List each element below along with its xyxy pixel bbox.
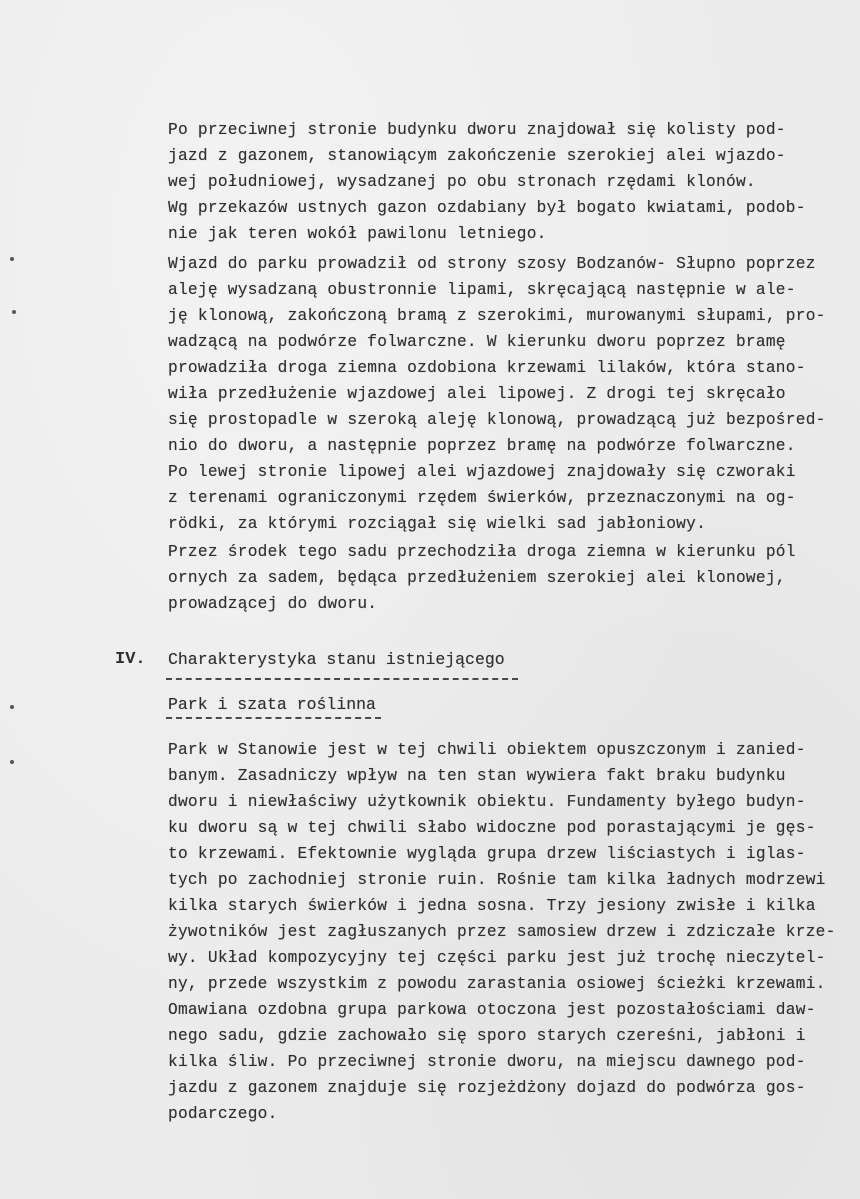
text-line: Po przeciwnej stronie budynku dworu znajdował się kolisty pod- [168,121,786,139]
text-line: banym. Zasadniczy wpływ na ten stan wywiera fakt braku budynku [168,767,786,785]
punch-hole-mark [10,760,14,764]
text-line: ornych za sadem, będąca przedłużeniem szerokiej alei klonowej, [168,569,786,587]
text-line: Omawiana ozdobna grupa parkowa otoczona jest pozostałościami daw- [168,1001,816,1019]
text-line: wiła przedłużenie wjazdowej alei lipowej. Z drogi tej skręcało [168,385,786,403]
text-line: podarczego. [168,1105,278,1123]
section-title: Charakterystyka stanu istniejącego [168,650,505,669]
text-line: aleję wysadzaną obustronnie lipami, skręcającą następnie w ale- [168,281,796,299]
section-title-underline [166,678,518,680]
text-line: Park w Stanowie jest w tej chwili obiektem opuszczonym i zanied- [168,741,806,759]
text-line: kilka śliw. Po przeciwnej stronie dworu, na miejscu dawnego pod- [168,1053,806,1071]
text-line: Po lewej stronie lipowej alei wjazdowej znajdowały się czworaki [168,463,796,481]
text-line: się prostopadle w szeroką aleję klonową, prowadzącą już bezpośred- [168,411,826,429]
text-line: rödki, za którymi rozciągał się wielki sad jabłoniowy. [168,515,707,533]
section-number: IV. [115,650,146,669]
subsection-title-underline [166,717,381,719]
text-line: ję klonową, zakończoną bramą z szerokimi, murowanymi słupami, pro- [168,307,826,325]
subsection-title: Park i szata roślinna [168,695,376,714]
text-line: nie jak teren wokół pawilonu letniego. [168,225,547,243]
text-line: Wg przekazów ustnych gazon ozdabiany był bogato kwiatami, podob- [168,199,806,217]
text-line: wadzącą na podwórze folwarczne. W kierunku dworu poprzez bramę [168,333,786,351]
text-line: tych po zachodniej stronie ruin. Rośnie tam kilka ładnych modrzewi [168,871,826,889]
text-line: wy. Układ kompozycyjny tej części parku jest już trochę nieczytel- [168,949,826,967]
text-line: nio do dworu, a następnie poprzez bramę na podwórze folwarczne. [168,437,796,455]
text-line: to krzewami. Efektownie wygląda grupa drzew liściastych i iglas- [168,845,806,863]
text-line: prowadziła droga ziemna ozdobiona krzewami lilaków, która stano- [168,359,806,377]
text-line: nego sadu, gdzie zachowało się sporo starych czereśni, jabłoni i [168,1027,806,1045]
text-line: Wjazd do parku prowadził od strony szosy Bodzanów- Słupno poprzez [168,255,816,273]
text-line: z terenami ograniczonymi rzędem świerków, przeznaczonymi na og- [168,489,796,507]
text-line: wej południowej, wysadzanej po obu stronach rzędami klonów. [168,173,756,191]
text-line: żywotników jest zagłuszanych przez samosiew drzew i zdziczałe krze- [168,923,836,941]
text-line: Przez środek tego sadu przechodziła droga ziemna w kierunku pól [168,543,796,561]
text-line: prowadzącej do dworu. [168,595,378,613]
punch-hole-mark [12,310,16,314]
text-line: dworu i niewłaściwy użytkownik obiektu. Fundamenty byłego budyn- [168,793,806,811]
punch-hole-mark [10,257,14,261]
text-line: ku dworu są w tej chwili słabo widoczne pod porastającymi je gęs- [168,819,816,837]
punch-hole-mark [10,705,14,709]
text-line: jazdu z gazonem znajduje się rozjeżdżony dojazd do podwórza gos- [168,1079,806,1097]
text-line: kilka starych świerków i jedna sosna. Trzy jesiony zwisłe i kilka [168,897,816,915]
text-line: ny, przede wszystkim z powodu zarastania osiowej ścieżki krzewami. [168,975,826,993]
text-line: jazd z gazonem, stanowiącym zakończenie szerokiej alei wjazdo- [168,147,786,165]
